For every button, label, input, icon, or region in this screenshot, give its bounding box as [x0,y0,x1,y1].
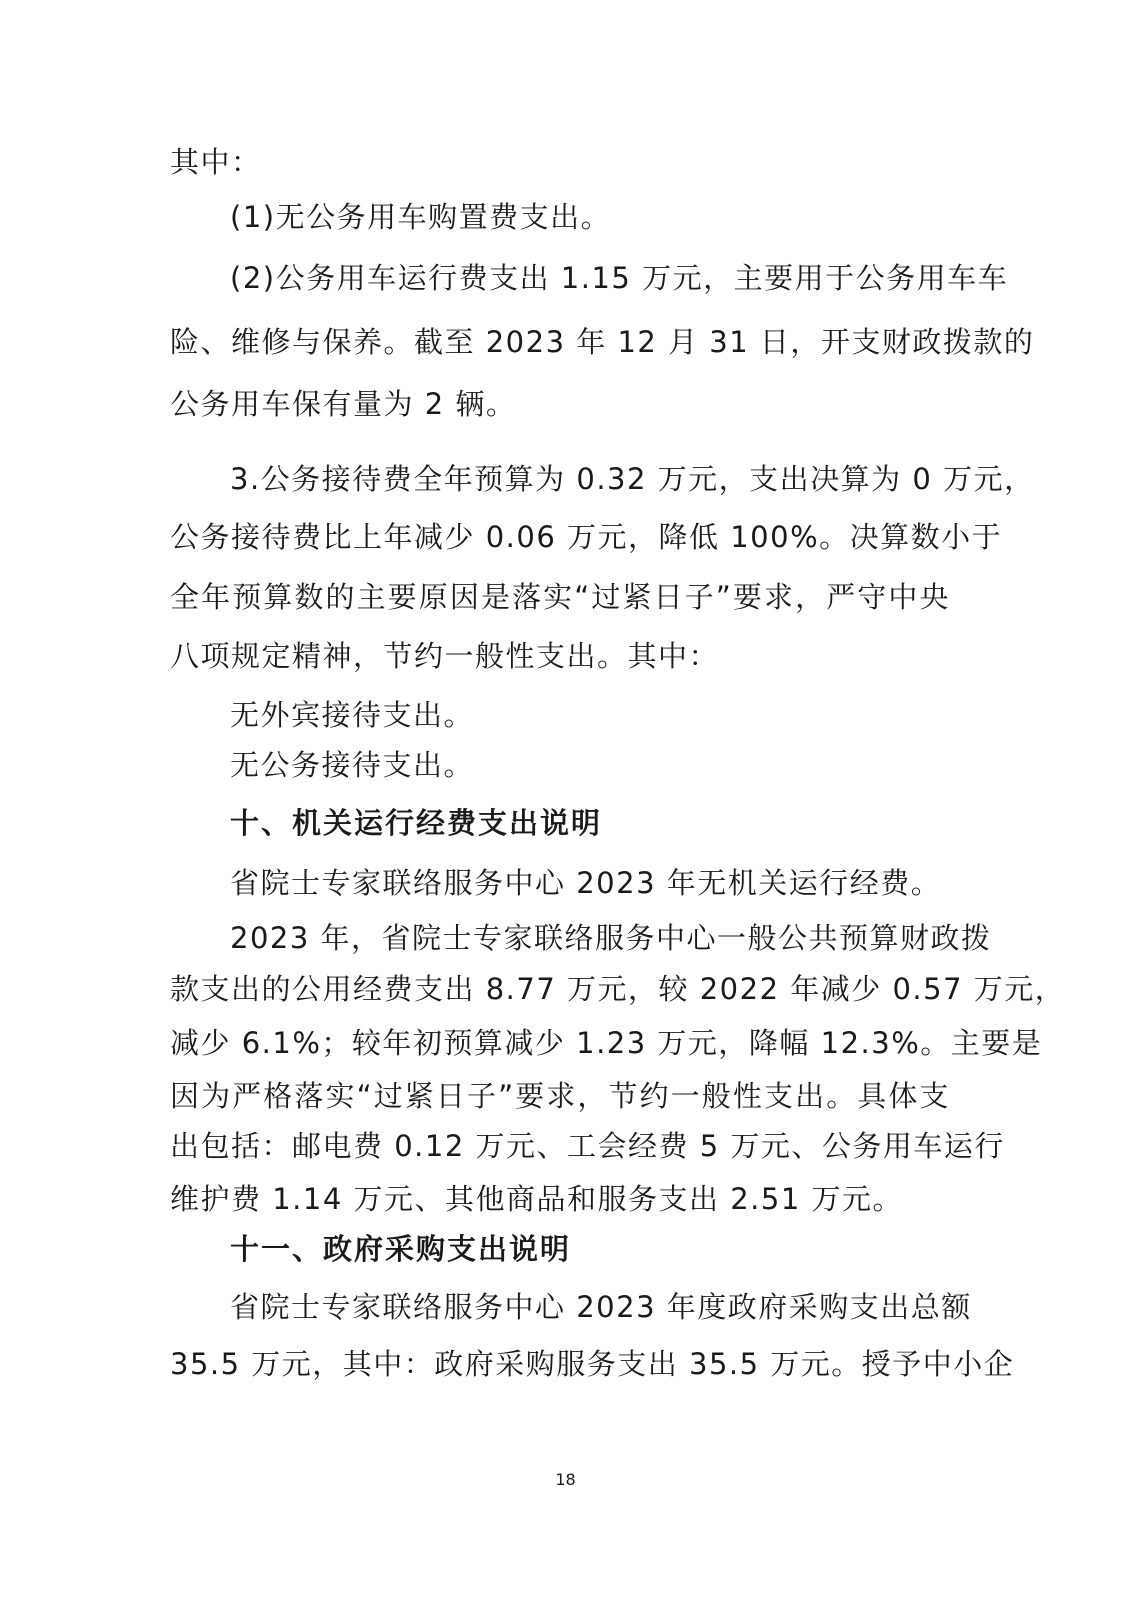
text-line: 款支出的公用经费支出 8.77 万元，较 2022 年减少 0.57 万元， [170,972,1066,1006]
text-line: 无公务接待支出。 [230,748,475,782]
section-heading: 十、机关运行经费支出说明 [230,806,603,840]
text-line: 减少 6.1%；较年初预算减少 1.23 万元，降幅 12.3%。主要是 [170,1026,1043,1060]
text-line: 全年预算数的主要原因是落实“过紧日子”要求，严守中央 [170,580,950,614]
text-line: 公务接待费比上年减少 0.06 万元，降低 100%。决算数小于 [170,520,1003,554]
text-line: 无外宾接待支出。 [230,698,475,732]
text-line: 其中： [170,145,262,179]
text-line: 险、维修与保养。截至 2023 年 12 月 31 日，开支财政拨款的 [170,325,1035,359]
text-line: 2023 年，省院士专家联络服务中心一般公共预算财政拨 [230,921,992,955]
text-line: 出包括：邮电费 0.12 万元、工会经费 5 万元、公务用车运行 [170,1129,1005,1163]
section-heading: 十一、政府采购支出说明 [230,1232,572,1266]
text-line: (2)公务用车运行费支出 1.15 万元，主要用于公务用车车 [230,261,1009,295]
text-line: 35.5 万元，其中：政府采购服务支出 35.5 万元。授予中小企 [170,1347,1015,1381]
text-line: 八项规定精神，节约一般性支出。其中： [170,639,720,673]
text-line: 3.公务接待费全年预算为 0.32 万元，支出决算为 0 万元， [230,462,1035,496]
text-line: 维护费 1.14 万元、其他商品和服务支出 2.51 万元。 [170,1182,904,1216]
text-line: 省院士专家联络服务中心 2023 年度政府采购支出总额 [230,1290,972,1324]
text-line: 公务用车保有量为 2 辆。 [170,387,517,421]
text-line: 省院士专家联络服务中心 2023 年无机关运行经费。 [230,866,942,900]
page-number: 18 [555,1470,576,1489]
text-line: (1)无公务用车购置费支出。 [230,200,612,234]
text-line: 因为严格落实“过紧日子”要求，节约一般性支出。具体支 [170,1079,950,1113]
